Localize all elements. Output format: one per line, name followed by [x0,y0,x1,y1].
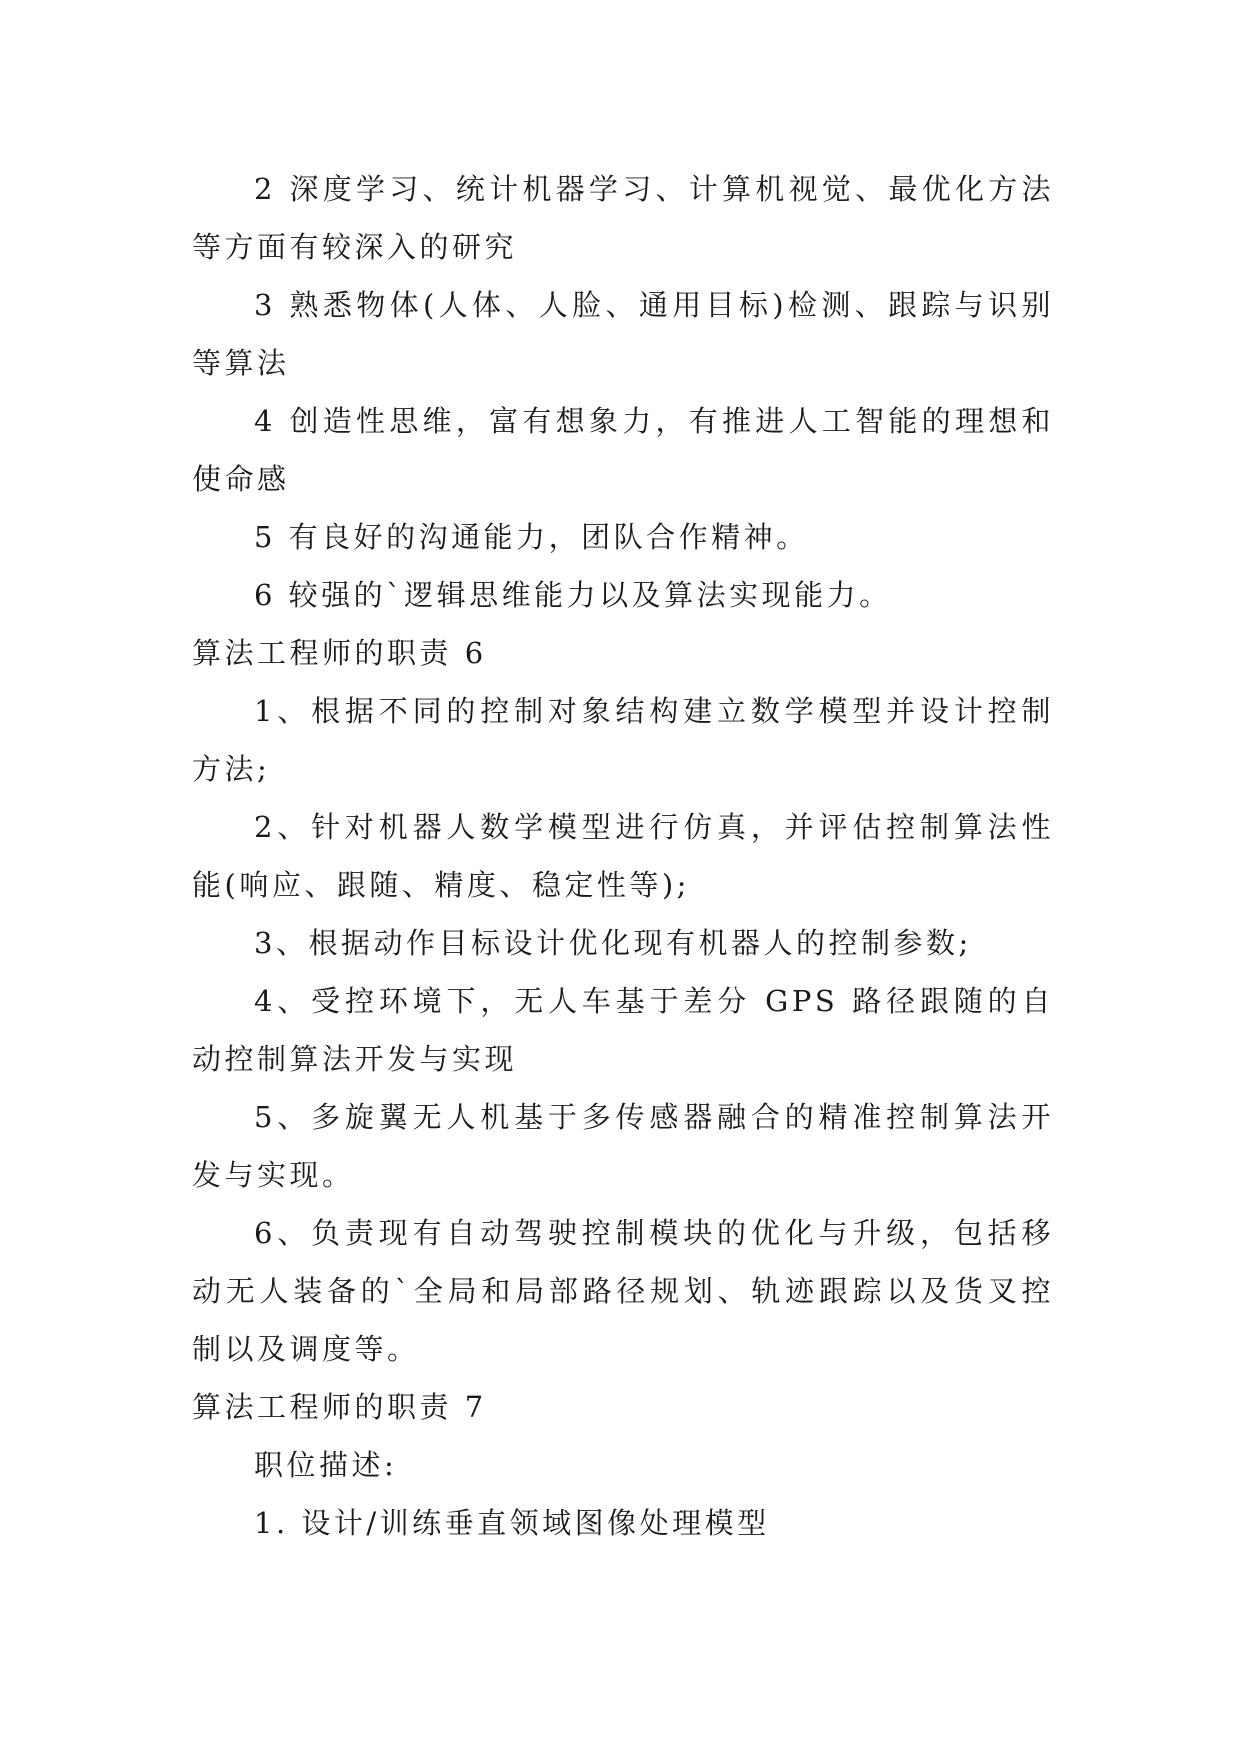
section-heading-6: 算法工程师的职责 6 [192,636,487,670]
duty-item-6: 6、负责现有自动驾驶控制模块的优化与升级，包括移动无人装备的`全局和局部路径规划、轨迹跟踪以及货叉控制以及调度等。 [192,1216,1054,1366]
paragraph-item-2: 2 深度学习、统计机器学习、计算机视觉、最优化方法等方面有较深入的研究 [192,172,1054,264]
document-body [192,160,1054,1552]
job-description-item-1: 1. 设计/训练垂直领域图像处理模型 [254,1506,770,1540]
job-description-label: 职位描述: [254,1448,398,1482]
section-heading-7: 算法工程师的职责 7 [192,1390,487,1424]
duty-item-2: 2、针对机器人数学模型进行仿真，并评估控制算法性能(响应、跟随、精度、稳定性等); [192,810,1054,902]
paragraph-item-5: 5 有良好的沟通能力，团队合作精神。 [254,520,809,554]
duty-item-3: 3、根据动作目标设计优化现有机器人的控制参数; [254,926,972,960]
duty-item-4: 4、受控环境下，无人车基于差分 GPS 路径跟随的自动控制算法开发与实现 [192,984,1054,1076]
duty-item-5: 5、多旋翼无人机基于多传感器融合的精准控制算法开发与实现。 [192,1100,1054,1192]
paragraph-item-6: 6 较强的`逻辑思维能力以及算法实现能力。 [254,578,892,612]
paragraph-item-3: 3 熟悉物体(人体、人脸、通用目标)检测、跟踪与识别等算法 [192,288,1054,380]
duty-item-1: 1、根据不同的控制对象结构建立数学模型并设计控制方法; [192,694,1054,786]
paragraph-item-4: 4 创造性思维，富有想象力，有推进人工智能的理想和使命感 [192,404,1054,496]
